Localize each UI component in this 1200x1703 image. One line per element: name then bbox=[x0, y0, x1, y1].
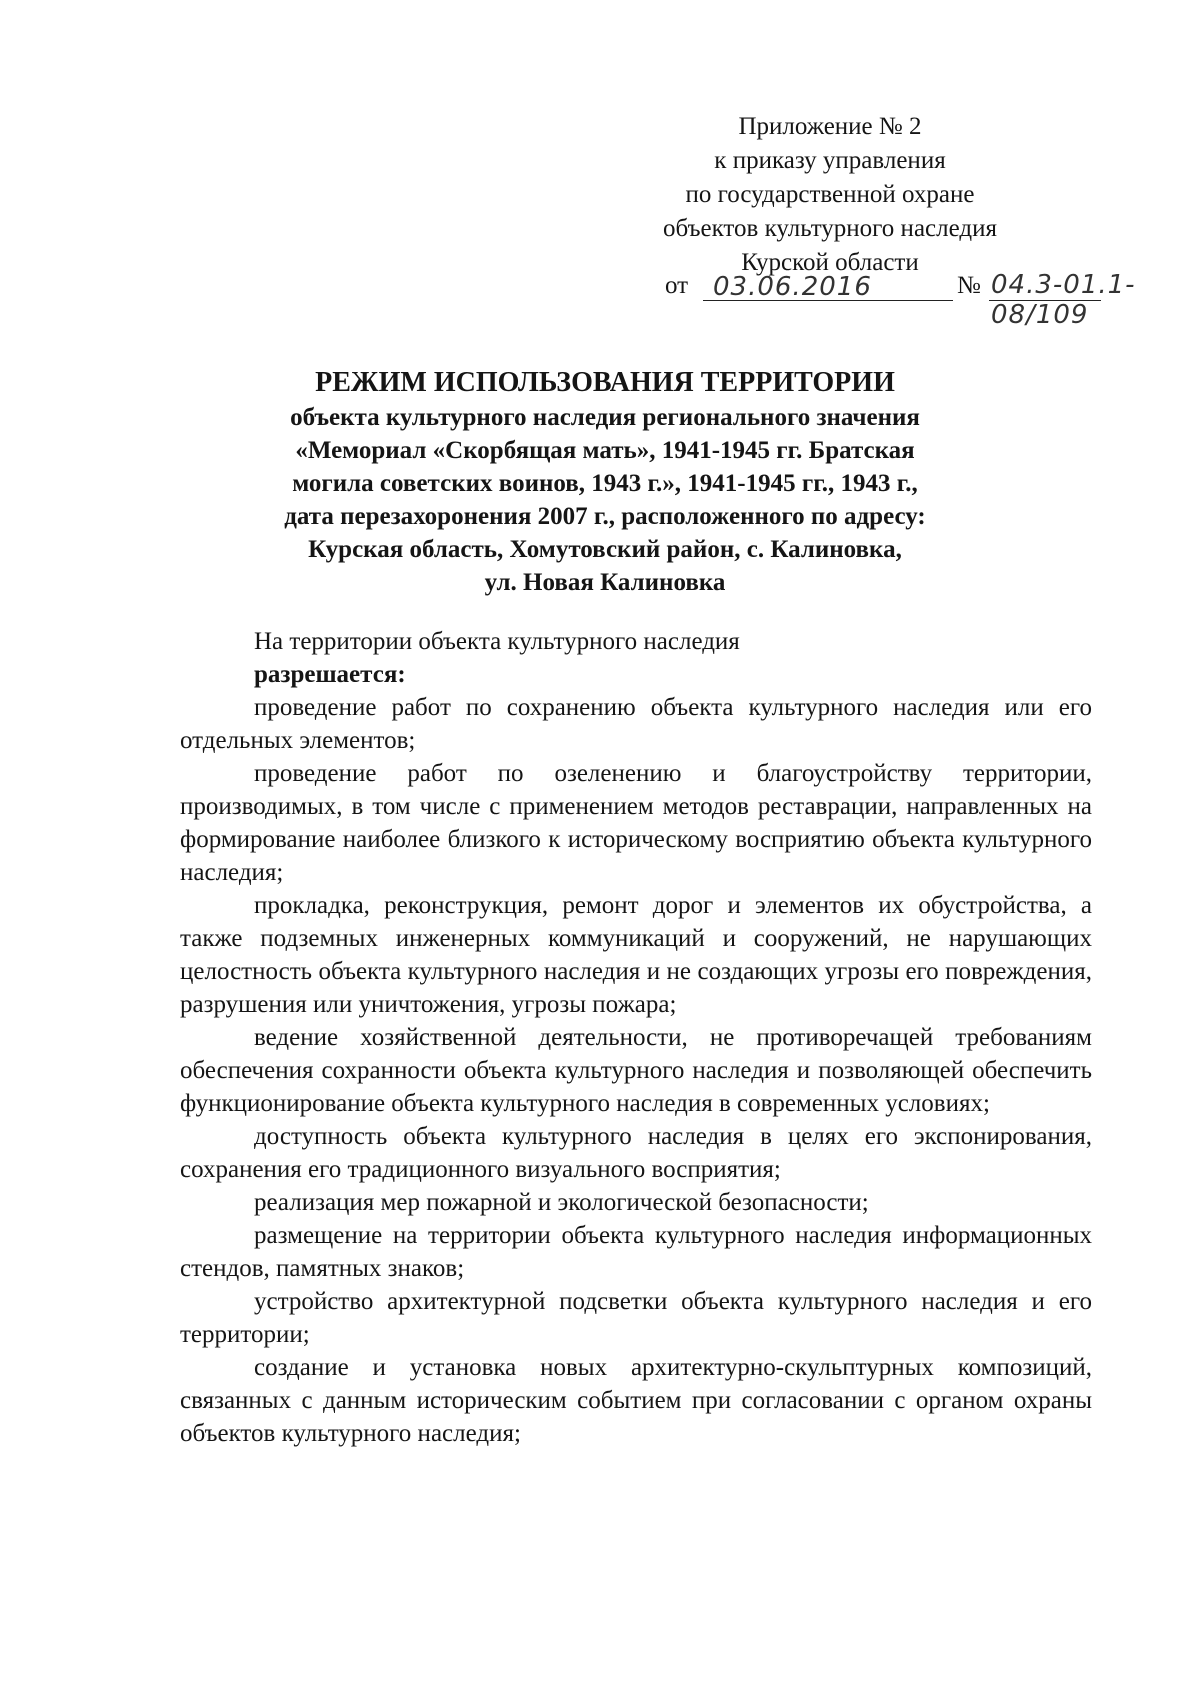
order-date-number-line bbox=[665, 270, 1200, 330]
document-body bbox=[180, 625, 1092, 1450]
number-prefix: № bbox=[957, 272, 981, 299]
handwritten-number: 04.3-01.1-08/109 bbox=[991, 270, 1136, 330]
annex-heritage-line: объектов культурного наследия bbox=[663, 215, 997, 242]
title-line: ул. Новая Калиновка bbox=[484, 569, 726, 596]
document-title bbox=[180, 365, 1030, 599]
allowed-item: создание и установка новых архитектурно-скульптурных композиций, связанных с данным историческим событием при согласовании с органом охраны объектов культурного наследия; bbox=[180, 1354, 1092, 1447]
allowed-item: прокладка, реконструкция, ремонт дорог и элементов их обустройства, а также подземных инженерных коммуникаций и сооружений, не нарушающих целостность объекта культурного наследия и не создающих угрозы его повреждения, разрушения или уничтожения, угрозы пожара; bbox=[180, 892, 1092, 1018]
allowed-item: проведение работ по озеленению и благоустройству территории, производимых, в том числе с применением методов реставрации, направленных на формирование наиболее близкого к историческому восприятию объекта культурного наследия; bbox=[180, 760, 1092, 886]
handwritten-date: 03.06.2016 bbox=[713, 272, 872, 302]
title-line: «Мемориал «Скорбящая мать», 1941-1945 гг. Братская bbox=[295, 437, 915, 464]
annex-order-line: к приказу управления bbox=[714, 147, 946, 174]
title-line: могила советских воинов, 1943 г.», 1941-1945 гг., 1943 г., bbox=[292, 470, 918, 497]
annex-header bbox=[620, 110, 1040, 280]
allowed-item: ведение хозяйственной деятельности, не противоречащей требованиям обеспечения сохранности объекта культурного наследия и позволяющей обеспечить функционирование объекта культурного наследия в современных условиях; bbox=[180, 1024, 1092, 1117]
allowed-item: реализация мер пожарной и экологической безопасности; bbox=[254, 1189, 869, 1216]
allowed-item: устройство архитектурной подсветки объекта культурного наследия и его территории; bbox=[180, 1288, 1092, 1348]
allowed-item: проведение работ по сохранению объекта культурного наследия или его отдельных элементов; bbox=[180, 694, 1092, 754]
annex-department-line: по государственной охране bbox=[685, 181, 975, 208]
title-main: РЕЖИМ ИСПОЛЬЗОВАНИЯ ТЕРРИТОРИИ bbox=[315, 367, 895, 398]
allowed-item: размещение на территории объекта культурного наследия информационных стендов, памятных знаков; bbox=[180, 1222, 1092, 1282]
title-line: дата перезахоронения 2007 г., расположенного по адресу: bbox=[284, 503, 926, 530]
title-line: объекта культурного наследия регионального значения bbox=[290, 404, 920, 431]
allowed-item: доступность объекта культурного наследия в целях его экспонирования, сохранения его традиционного визуального восприятия; bbox=[180, 1123, 1092, 1183]
annex-number: Приложение № 2 bbox=[738, 113, 922, 140]
annex-region-line: Курской области bbox=[741, 249, 919, 276]
intro-text: На территории объекта культурного наследия bbox=[254, 628, 740, 655]
allowed-heading: разрешается: bbox=[254, 661, 406, 688]
title-line: Курская область, Хомутовский район, с. Калиновка, bbox=[308, 536, 902, 563]
date-prefix: от bbox=[665, 272, 689, 299]
